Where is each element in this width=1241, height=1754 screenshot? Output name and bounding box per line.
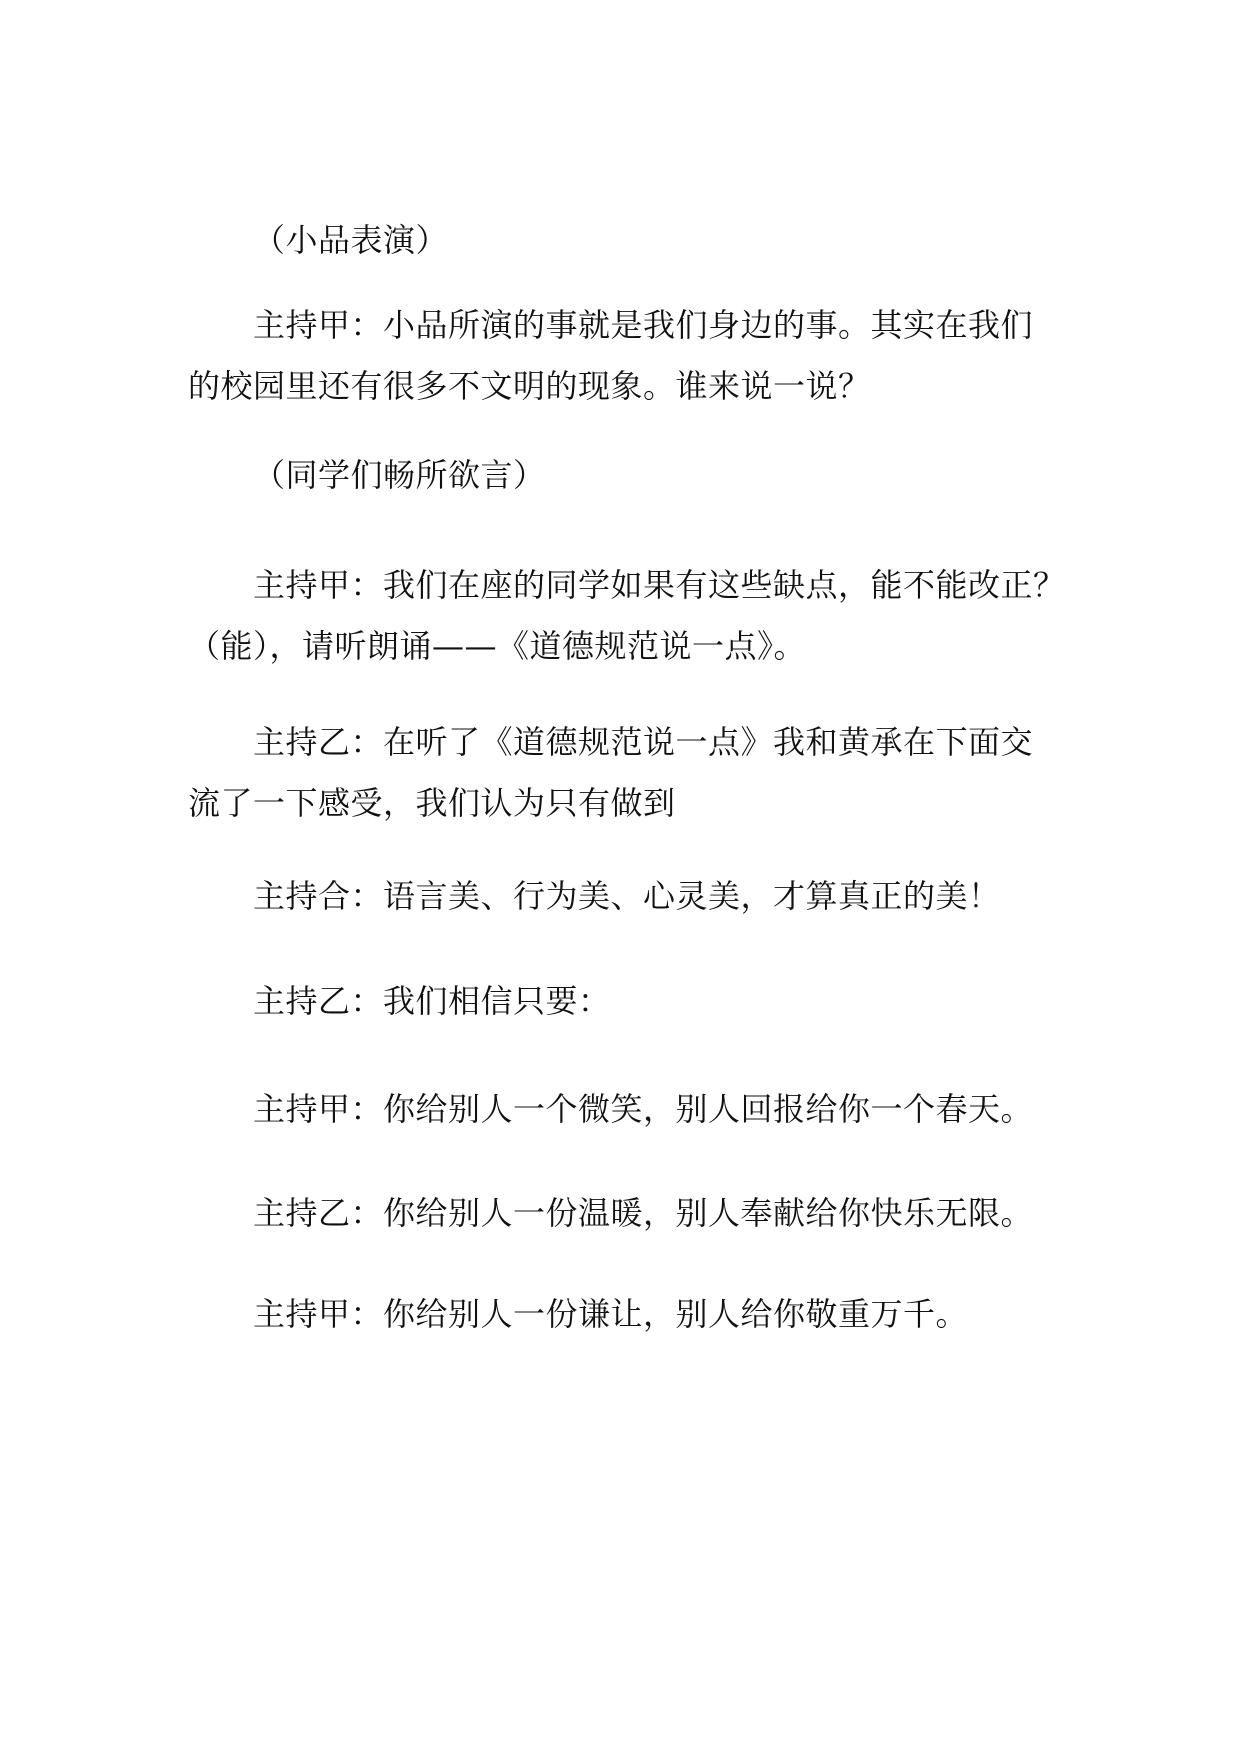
paragraph-host-b-believe bbox=[188, 971, 1048, 1032]
paragraph-students-speak bbox=[188, 445, 1048, 506]
paragraph-line: 主持甲：你给别人一份谦让，别人给你敬重万千。 bbox=[253, 1295, 969, 1333]
paragraph-line: 主持甲：你给别人一个微笑，别人回报给你一个春天。 bbox=[253, 1090, 1034, 1128]
paragraph-host-a-intro bbox=[188, 295, 1048, 417]
paragraph-skit-performance bbox=[188, 210, 1048, 271]
paragraph-line: 主持乙：在听了《道德规范说一点》我和黄承在下面交 bbox=[253, 723, 1034, 761]
paragraph-line: 的校园里还有很多不文明的现象。谁来说一说？ bbox=[188, 367, 871, 405]
paragraph-host-b-warmth bbox=[188, 1183, 1048, 1244]
paragraph-line: 主持乙：你给别人一份温暖，别人奉献给你快乐无限。 bbox=[253, 1194, 1034, 1232]
paragraph-hosts-together bbox=[188, 866, 1048, 927]
paragraph-host-b-feelings bbox=[188, 712, 1048, 834]
paragraph-line: （小品表演） bbox=[253, 221, 449, 259]
paragraph-line: 主持乙：我们相信只要： bbox=[253, 982, 611, 1020]
paragraph-line: （同学们畅所欲言） bbox=[253, 456, 546, 494]
paragraph-line: 主持甲：我们在座的同学如果有这些缺点，能不能改正？ bbox=[253, 566, 1066, 604]
paragraph-line: （能），请听朗诵——《道德规范说一点》。 bbox=[188, 627, 807, 665]
paragraph-host-a-smile bbox=[188, 1079, 1048, 1140]
paragraph-host-a-modesty bbox=[188, 1284, 1048, 1345]
paragraph-line: 主持甲：小品所演的事就是我们身边的事。其实在我们 bbox=[253, 306, 1034, 344]
paragraph-host-a-correct bbox=[188, 555, 1066, 677]
paragraph-line: 主持合：语言美、行为美、心灵美，才算真正的美！ bbox=[253, 877, 1001, 915]
paragraph-line: 流了一下感受，我们认为只有做到 bbox=[188, 784, 676, 822]
